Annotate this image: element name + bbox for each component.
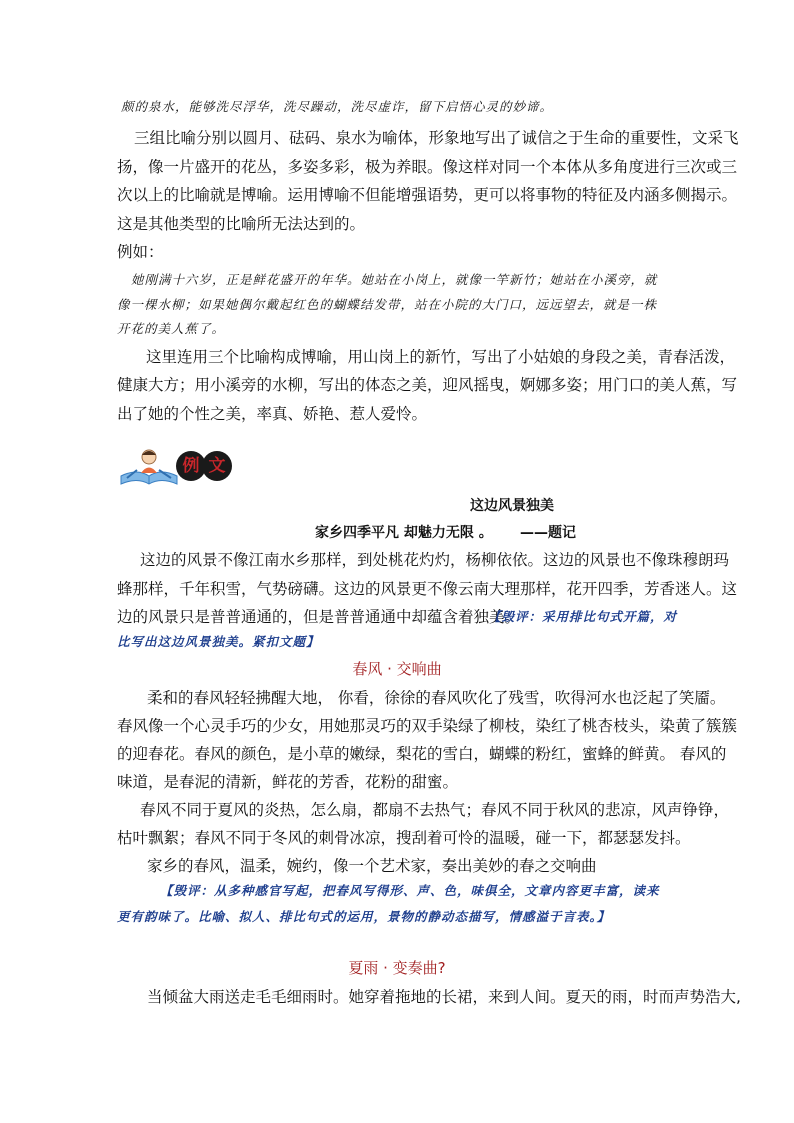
spring-line: 春风不同于夏风的炎热，怎么扇，都扇不去热气；春风不同于秋风的悲凉，风声铮铮， [140, 801, 730, 819]
example-line: 开花的美人蕉了。 [117, 321, 226, 336]
spring-line: 家乡的春风，温柔，婉约，像一个艺术家，奏出美妙的春之交响曲 [147, 857, 597, 875]
essay-intro-line: 蜂那样，千年积雪，气势磅礴。这边的风景更不像云南大理那样，花开四季，芳香迷人。这 [117, 580, 738, 598]
section-heading-summer: 夏雨 · 变奏曲? [348, 959, 446, 977]
paragraph-line: 这是其他类型的比喻所无法达到的。 [117, 215, 366, 233]
spring-comment: 【毁评：从多种感官写起，把春风写得形、声、色，味俱全，文章内容更丰富，读来 [160, 883, 660, 898]
paragraph-line: 次以上的比喻就是博喻。运用博喻不但能增强语势，更可以将事物的特征及内涵多侧揭示。 [117, 186, 738, 204]
essay-title: 这边风景独美 [470, 498, 554, 514]
spring-line: 枯叶飘絮；春风不同于冬风的刺骨冰凉，搜刮着可怜的温暖，碰一下，都瑟瑟发抖。 [117, 829, 691, 847]
spring-line: 味道，是春泥的清新，鲜花的芳香，花粉的甜蜜。 [117, 773, 459, 791]
paragraph-line: 三组比喻分别以圆月、砝码、泉水为喻体，形象地写出了诚信之于生命的重要性，文采飞 [134, 129, 739, 147]
reading-student-icon [119, 446, 179, 488]
spring-line: 柔和的春风轻轻拂醒大地， 你看，徐徐的春风吹化了残雪，吹得河水也泛起了笑靥。 [147, 689, 726, 707]
example-line: 她刚满十六岁，正是鲜花盛开的年华。她站在小岗上，就像一竿新竹；她站在小溪旁，就 [131, 272, 658, 287]
example-line: 像一棵水柳；如果她偶尔戴起红色的蝴蝶结发带，站在小院的大门口，远远望去，就是一株 [117, 297, 658, 312]
banner-badge-wen: 文 [202, 451, 232, 481]
paragraph-line: 扬，像一片盛开的花丛，多姿多彩，极为养眼。像这样对同一个本体从多角度进行三次或三 [117, 158, 738, 176]
spring-line: 的迎春花。春风的颜色，是小草的嫩绿，梨花的雪白，蝴蝶的粉红，蜜蜂的鲜黄。 春风的 [117, 745, 727, 763]
analysis-line: 这里连用三个比喻构成博喻，用山岗上的新竹，写出了小姑娘的身段之美，青春活泼， [146, 348, 736, 366]
quote-tail-line: 颇的泉水，能够洗尽浮华，洗尽躁动，洗尽虚诈，留下启悟心灵的妙谛。 [121, 99, 554, 114]
essay-intro-line: 这边的风景不像江南水乡那样，到处桃花灼灼，杨柳依依。这边的风景也不像珠穆朗玛 [140, 551, 730, 569]
essay-intro-line: 边的风景只是普普通通的，但是普普通通中却蕴含着独美。 [117, 608, 521, 626]
section-heading-spring: 春风 · 交响曲 [352, 660, 442, 678]
banner-badge-li: 例 [176, 451, 206, 481]
essay-intro-comment: 【毁评：采用排比句式开篇，对 [488, 609, 678, 624]
example-label: 例如： [117, 243, 164, 261]
spring-comment: 更有韵味了。比喻、拟人、排比句式的运用，景物的静动态描写，情感溢于言表。】 [117, 909, 611, 924]
analysis-line: 健康大方；用小溪旁的水柳，写出的体态之美，迎风摇曳，婀娜多姿；用门口的美人蕉，写 [117, 376, 738, 394]
essay-subtitle: 家乡四季平凡 却魅力无限 。 [315, 525, 493, 541]
analysis-line: 出了她的个性之美，率真、娇艳、惹人爱怜。 [117, 405, 428, 423]
spring-line: 春风像一个心灵手巧的少女，用她那灵巧的双手染绿了柳枝，染红了桃杏枝头，染黄了簇簇 [117, 717, 738, 735]
summer-line: 当倾盆大雨送走毛毛细雨时。她穿着拖地的长裙，来到人间。夏天的雨，时而声势浩大, [147, 988, 741, 1006]
essay-subtitle-note: ——题记 [520, 525, 576, 541]
essay-intro-comment: 比写出这边风景独美。紧扣文题】 [117, 634, 320, 649]
